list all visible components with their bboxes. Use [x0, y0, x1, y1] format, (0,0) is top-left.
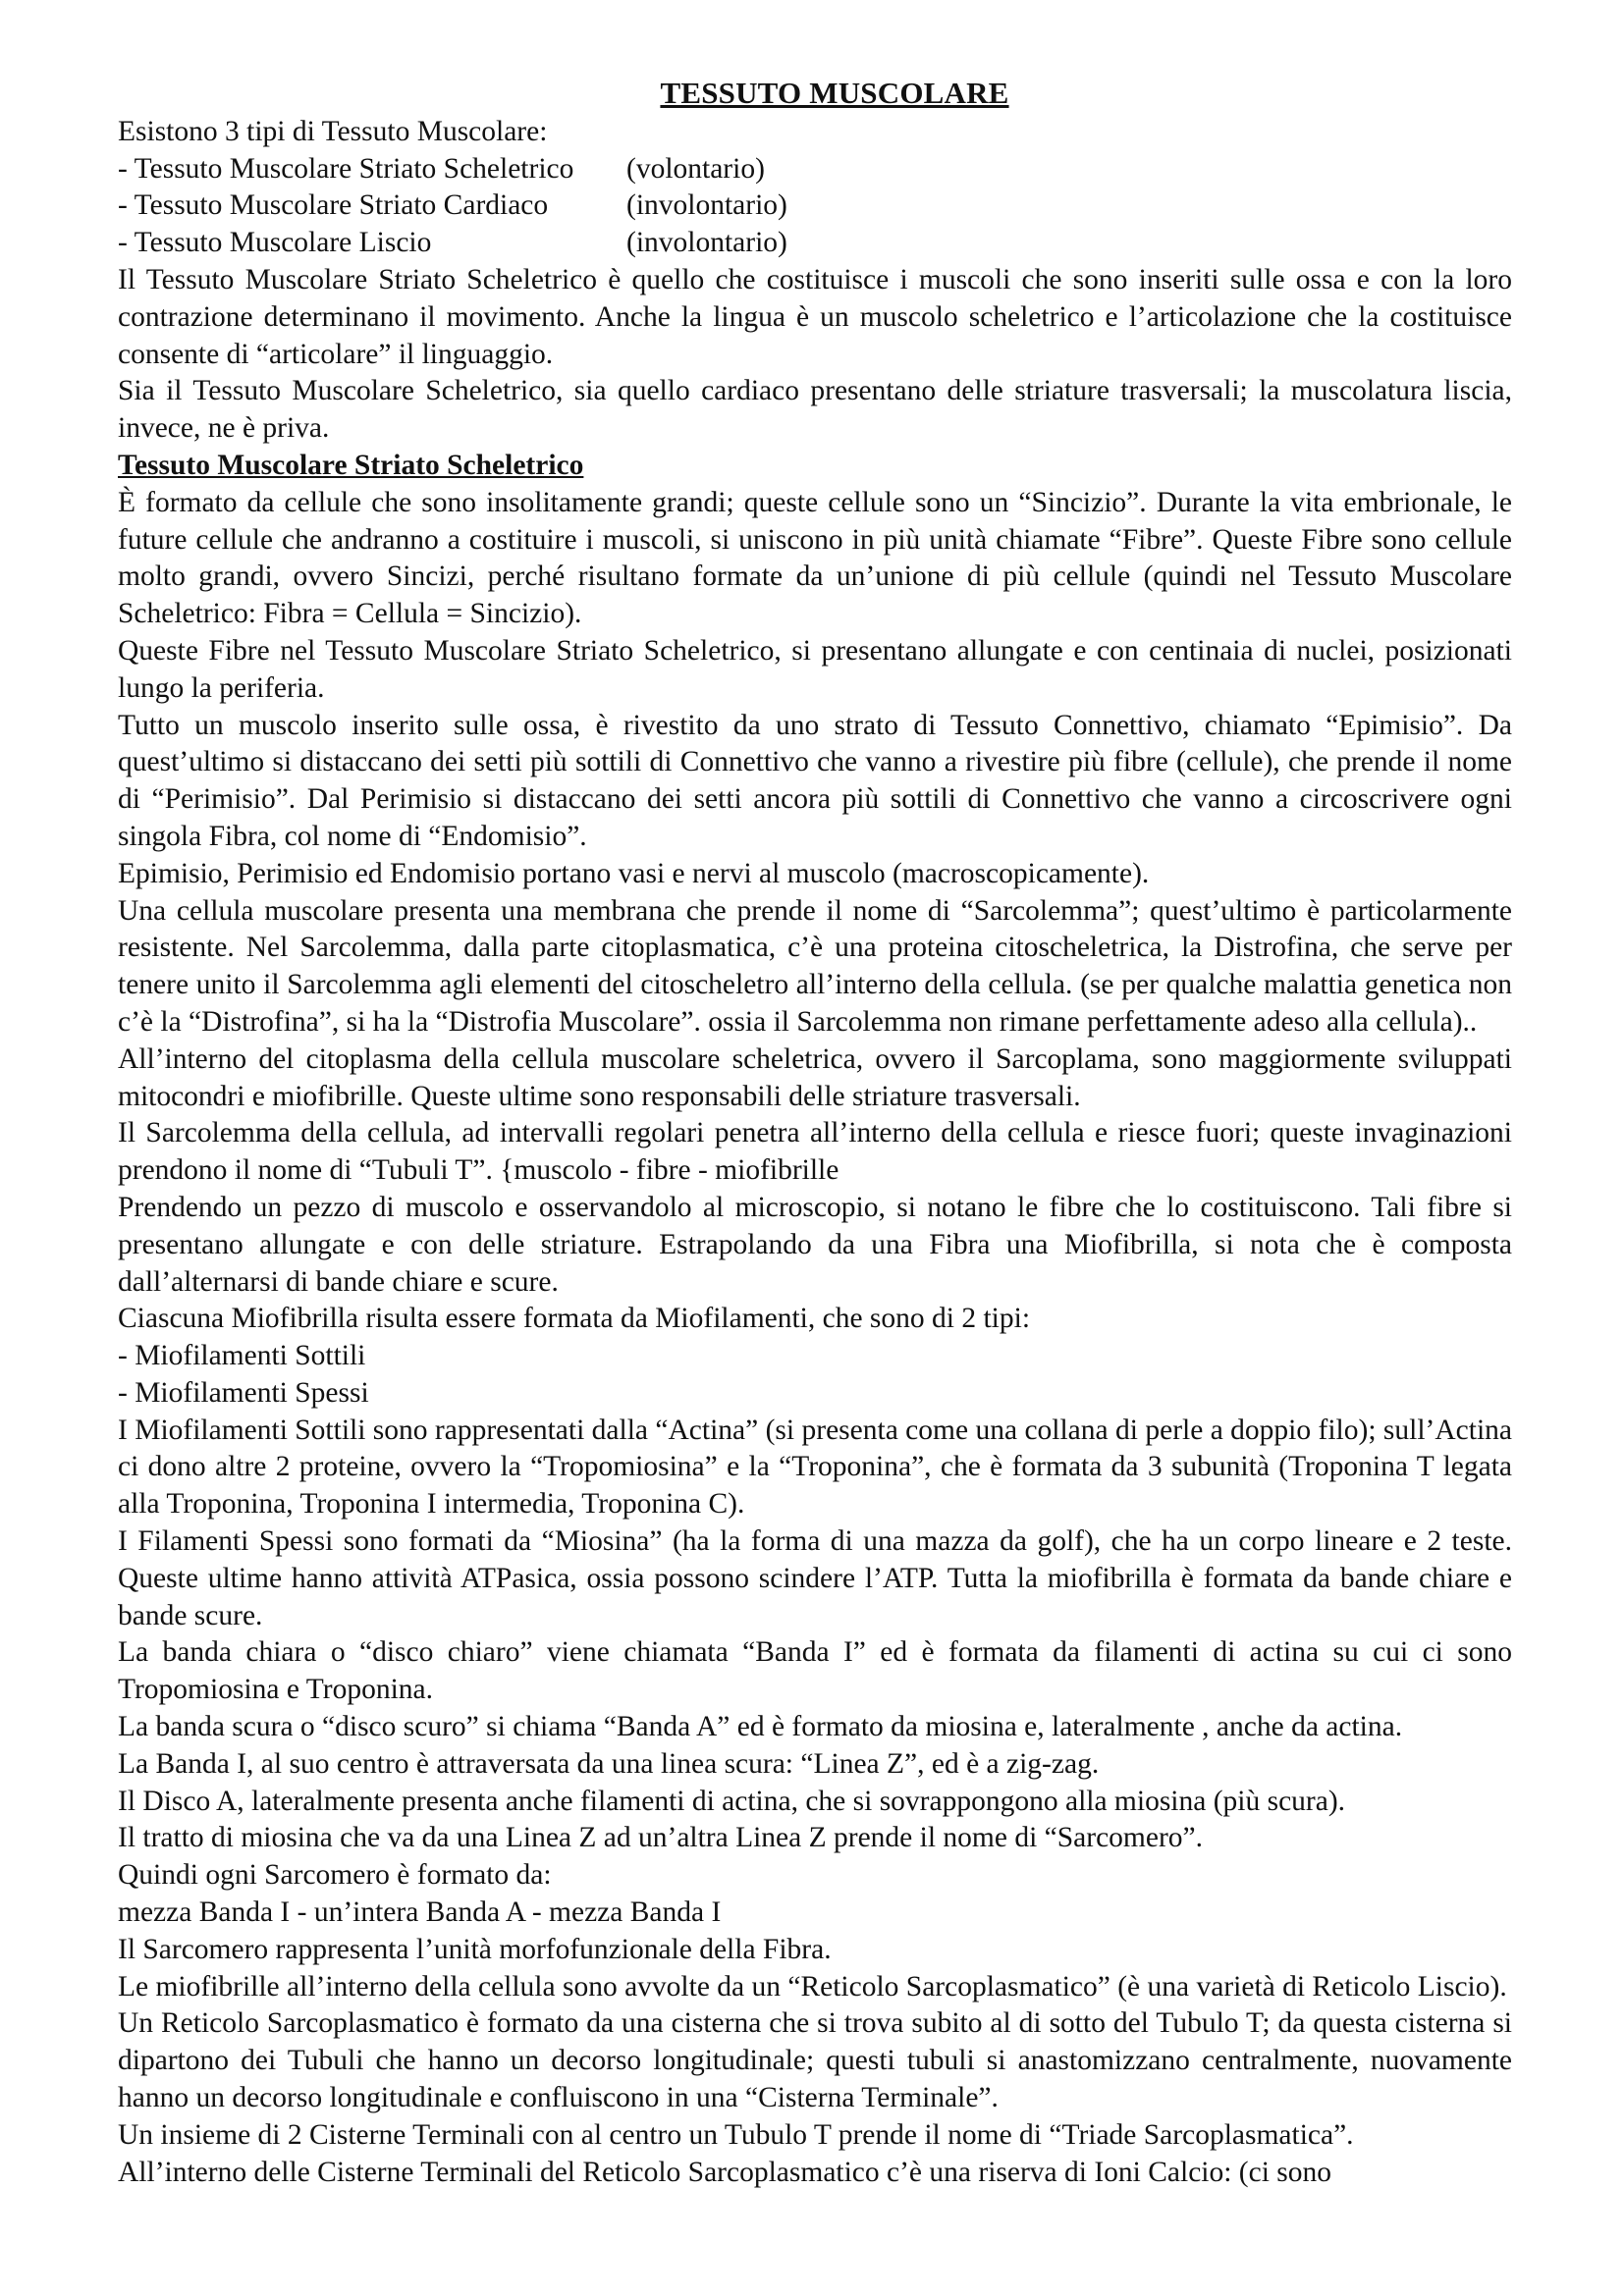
- paragraph: Il tratto di miosina che va da una Linea Z ad un’altra Linea Z prende il nome di “Sarcomero”.: [118, 1822, 1203, 1854]
- type-name: - Tessuto Muscolare Striato Cardiaco: [118, 189, 549, 222]
- paragraph: Ciascuna Miofibrilla risulta essere formata da Miofilamenti, che sono di 2 tipi:: [118, 1303, 1031, 1335]
- paragraph: Prendendo un pezzo di muscolo e osservandolo al microscopio, si notano le fibre che lo costituiscono. Tali fibre si presentano allungate e con delle striature. Estrapolando da una Fibra una Miofibrilla, si nota che è composta dall’alternarsi di bande chiare e scure.: [118, 1191, 1512, 1298]
- paragraph: Una cellula muscolare presenta una membrana che prende il nome di “Sarcolemma”; quest’ultimo è particolarmente resistente. Nel Sarcolemma, dalla parte citoplasmatica, c’è una proteina citoscheletrica, la Distrofina, che serve per tenere unito il Sarcolemma agli elementi del citoscheletro all’interno della cellula. (se per qualche malattia genetica non c’è la “Distrofina”, si ha la “Distrofia Muscolare”. ossia il Sarcolemma non rimane perfettamente adeso alla cellula)..: [118, 894, 1512, 1038]
- intro-text: Esistono 3 tipi di Tessuto Muscolare:: [118, 115, 548, 147]
- type-note: (involontario): [626, 189, 787, 222]
- paragraph: La banda chiara o “disco chiaro” viene chiamata “Banda I” ed è formata da filamenti di actina su cui ci sono Tropomiosina e Troponina.: [118, 1636, 1512, 1706]
- paragraph: Quindi ogni Sarcomero è formato da:: [118, 1859, 552, 1892]
- paragraph: Il Sarcolemma della cellula, ad intervalli regolari penetra all’interno della cellula e riesce fuori; queste invaginazioni prendono il nome di “Tubuli T”. {muscolo - fibre - miofibrille: [118, 1117, 1512, 1187]
- paragraph: I Miofilamenti Sottili sono rappresentati dalla “Actina” (si presenta come una collana di perle a doppio filo); sull’Actina ci dono altre 2 proteine, ovvero la “Tropomiosina” e la “Troponina”, che è formata da 3 subunità (Troponina T legata alla Troponina, Troponina I intermedia, Troponina C).: [118, 1414, 1512, 1521]
- type-row: [118, 187, 1512, 225]
- paragraph: All’interno delle Cisterne Terminali del Reticolo Sarcoplasmatico c’è una riserva di Ioni Calcio: (ci sono: [118, 2156, 1332, 2188]
- paragraph: Sia il Tessuto Muscolare Scheletrico, sia quello cardiaco presentano delle striature trasversali; la muscolatura liscia, invece, ne è priva.: [118, 375, 1512, 445]
- paragraph: Il Tessuto Muscolare Striato Scheletrico è quello che costituisce i muscoli che sono inseriti sulle ossa e con la loro contrazione determinano il movimento. Anche la lingua è un muscolo scheletrico e l’articolazione che la costituisce consente di “articolare” il linguaggio.: [118, 263, 1512, 370]
- paragraph: mezza Banda I - un’intera Banda A - mezza Banda I: [118, 1896, 722, 1929]
- paragraph: La Banda I, al suo centro è attraversata da una linea scura: “Linea Z”, ed è a zig-zag.: [118, 1747, 1100, 1780]
- section-title: Tessuto Muscolare Striato Scheletrico: [118, 449, 584, 481]
- type-note: (volontario): [626, 152, 765, 185]
- paragraph: Un insieme di 2 Cisterne Terminali con al centro un Tubulo T prende il nome di “Triade Sarcoplasmatica”.: [118, 2118, 1354, 2151]
- type-note: (involontario): [626, 227, 787, 259]
- paragraph: Queste Fibre nel Tessuto Muscolare Striato Scheletrico, si presentano allungate e con centinaia di nuclei, posizionati lungo la periferia.: [118, 634, 1512, 704]
- type-row: [118, 151, 1512, 188]
- paragraph: Il Disco A, lateralmente presenta anche filamenti di actina, che si sovrappongono alla miosina (più scura).: [118, 1785, 1346, 1817]
- type-name: - Tessuto Muscolare Striato Scheletrico: [118, 152, 574, 185]
- paragraph: Tutto un muscolo inserito sulle ossa, è rivestito da uno strato di Tessuto Connettivo, chiamato “Epimisio”. Da quest’ultimo si distaccano dei setti più sottili di Connettivo che vanno a rivestire più fibre (cellule), che prende il nome di “Perimisio”. Dal Perimisio si distaccano dei setti ancora più sottili di Connettivo che vanno a circoscrivere ogni singola Fibra, col nome di “Endomisio”.: [118, 709, 1512, 852]
- document-body: [118, 75, 1512, 2191]
- paragraph: Le miofibrille all’interno della cellula sono avvolte da un “Reticolo Sarcoplasmatico” (è una varietà di Reticolo Liscio).: [118, 1970, 1507, 2002]
- type-row: [118, 225, 1512, 262]
- paragraph: È formato da cellule che sono insolitamente grandi; queste cellule sono un “Sincizio”. Durante la vita embrionale, le future cellule che andranno a costituire i muscoli, si uniscono in più unità chiamate “Fibre”. Queste Fibre sono cellule molto grandi, ovvero Sincizi, perché risultano formate da un’unione di più cellule (quindi nel Tessuto Muscolare Scheletrico: Fibra = Cellula = Sincizio).: [118, 486, 1512, 630]
- paragraph: Un Reticolo Sarcoplasmatico è formato da una cisterna che si trova subito al di sotto del Tubulo T; da questa cisterna si dipartono dei Tubuli che hanno un decorso longitudinale; questi tubuli si anastomizzano centralmente, nuovamente hanno un decorso longitudinale e confluiscono in una “Cisterna Terminale”.: [118, 2007, 1512, 2114]
- paragraph: Epimisio, Perimisio ed Endomisio portano vasi e nervi al muscolo (macroscopicamente).: [118, 857, 1150, 889]
- type-name: - Tessuto Muscolare Liscio: [118, 227, 432, 259]
- paragraph: La banda scura o “disco scuro” si chiama “Banda A” ed è formato da miosina e, lateralmente , anche da actina.: [118, 1711, 1403, 1743]
- page-title: TESSUTO MUSCOLARE: [660, 76, 1009, 110]
- paragraph: Il Sarcomero rappresenta l’unità morfofunzionale della Fibra.: [118, 1933, 832, 1965]
- paragraph: I Filamenti Spessi sono formati da “Miosina” (ha la forma di una mazza da golf), che ha un corpo lineare e 2 teste. Queste ultime hanno attività ATPasica, ossia possono scindere l’ATP. Tutta la miofibrilla è formata da bande chiare e bande scure.: [118, 1525, 1512, 1631]
- list-item: - Miofilamenti Sottili: [118, 1340, 366, 1372]
- list-item: - Miofilamenti Spessi: [118, 1376, 369, 1409]
- paragraph: All’interno del citoplasma della cellula muscolare scheletrica, ovvero il Sarcoplama, sono maggiormente sviluppati mitocondri e miofibrille. Queste ultime sono responsabili delle striature trasversali.: [118, 1042, 1512, 1112]
